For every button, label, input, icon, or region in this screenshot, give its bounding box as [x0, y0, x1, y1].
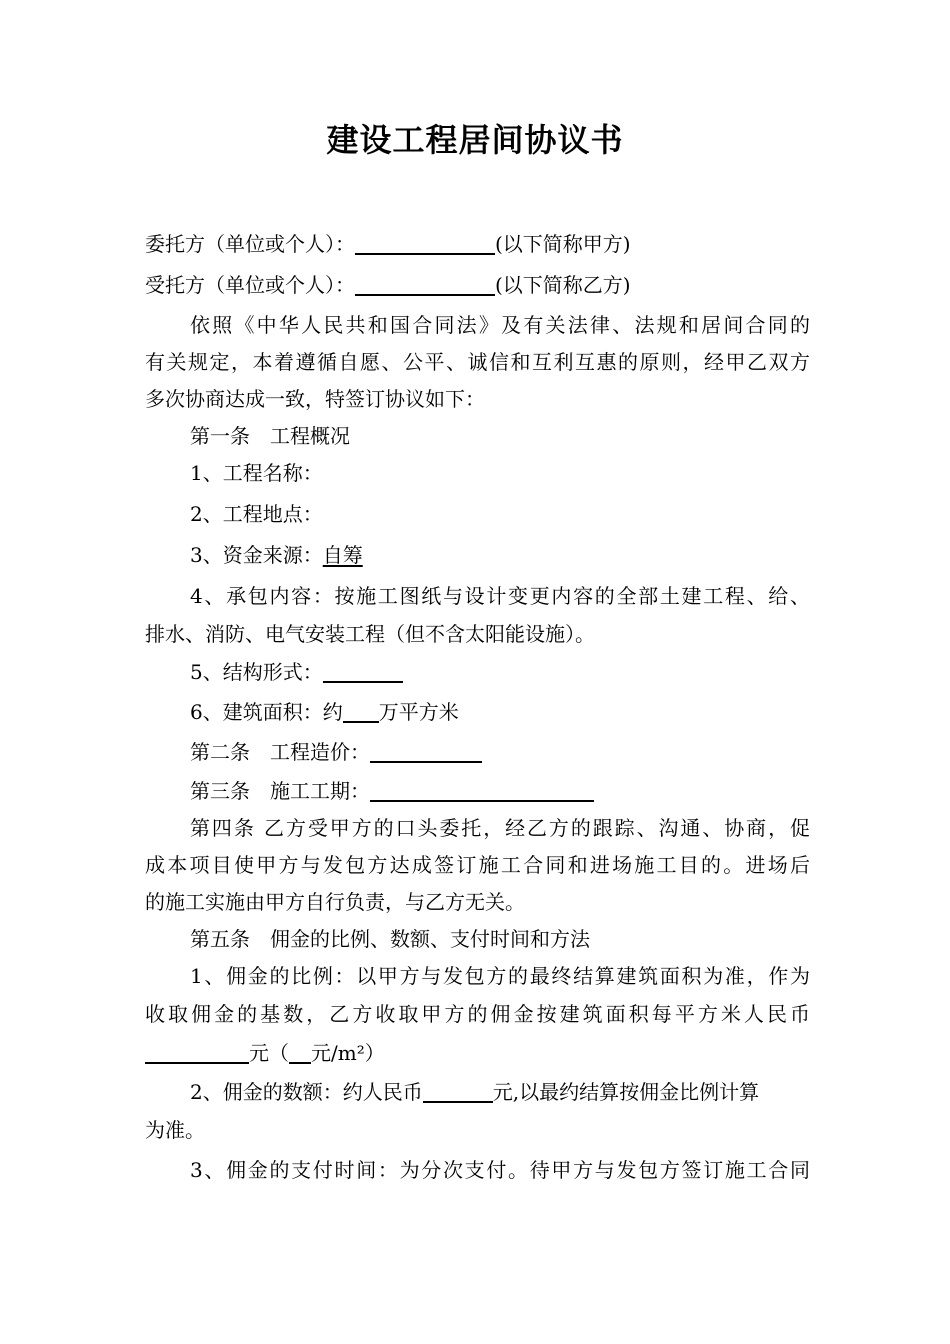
- party-a-label: 委托方（单位或个人）：: [145, 232, 355, 256]
- area-unit: 万平方米: [378, 700, 459, 724]
- article-5-number: 第五条: [190, 927, 250, 951]
- preamble-line-3: 多次协商达成一致，特签订协议如下：: [145, 387, 485, 411]
- article-2-heading: [145, 737, 810, 767]
- document-title: 建设工程居间协议书: [326, 121, 624, 159]
- commission-rate-blank: [145, 1040, 249, 1064]
- article-3-heading: [145, 776, 810, 806]
- article-3-title: 施工工期：: [270, 779, 370, 803]
- article-1-title: 工程概况: [270, 424, 350, 448]
- article-5-item-1-line-3: [145, 1038, 810, 1068]
- commission-rate-unit-a: 元（: [249, 1041, 289, 1065]
- article-5-title: 佣金的比例、数额、支付时间和方法: [270, 927, 590, 951]
- commission-amount-text: 元,以最约结算按佣金比例计算: [492, 1080, 760, 1104]
- article-1-item-6: [145, 697, 810, 727]
- party-a-suffix: (以下简称甲方): [495, 232, 631, 256]
- article-3-number: 第三条: [190, 779, 250, 803]
- article-5-item-1-line-1: 1、佣金的比例：以甲方与发包方的最终结算建筑面积为准，作为: [190, 964, 810, 988]
- article-5-item-2-line-1: [145, 1077, 810, 1107]
- commission-amount-label: 2、佣金的数额：约人民币: [190, 1080, 423, 1104]
- party-a-line: [145, 229, 810, 259]
- article-1-item-1: 1、工程名称：: [190, 461, 323, 485]
- article-4-line-2: 成本项目使甲方与发包方达成签订施工合同和进场施工目的。进场后: [145, 853, 810, 877]
- article-2-title: 工程造价：: [270, 740, 370, 764]
- party-a-blank: [355, 231, 495, 255]
- commission-rate-unit-b: 元/m²）: [311, 1041, 385, 1065]
- article-1-item-3: [145, 540, 810, 570]
- party-b-line: [145, 270, 810, 300]
- commission-amount-blank: [423, 1079, 493, 1103]
- party-b-suffix: (以下简称乙方): [495, 273, 631, 297]
- party-b-label: 受托方（单位或个人）：: [145, 273, 355, 297]
- structure-blank: [323, 659, 403, 683]
- article-5-item-1-line-2: 收取佣金的基数，乙方收取甲方的佣金按建筑面积每平方米人民币: [145, 1002, 810, 1026]
- area-label: 6、建筑面积：约: [190, 700, 343, 724]
- construction-period-blank: [370, 778, 594, 802]
- preamble-line-2: 有关规定，本着遵循自愿、公平、诚信和互利互惠的原则，经甲乙双方: [145, 350, 810, 374]
- article-4-number: 第四条: [190, 816, 256, 840]
- funding-source-value: 自筹: [322, 543, 363, 567]
- preamble-line-1: 依照《中华人民共和国合同法》及有关法律、法规和居间合同的: [190, 313, 810, 337]
- project-cost-blank: [370, 739, 482, 763]
- party-b-blank: [355, 272, 495, 296]
- article-5-heading: [145, 924, 810, 954]
- article-1-item-5: [145, 657, 810, 687]
- commission-rate-small-blank: [289, 1040, 311, 1064]
- article-5-item-2-line-2: 为准。: [145, 1118, 205, 1142]
- article-4-line-1: [145, 813, 810, 843]
- article-5-item-3-line-1: 3、佣金的支付时间：为分次支付。待甲方与发包方签订施工合同: [190, 1158, 810, 1182]
- article-4-text-1: 乙方受甲方的口头委托，经乙方的跟踪、沟通、协商，促: [264, 816, 811, 840]
- article-4-line-3: 的施工实施由甲方自行负责，与乙方无关。: [145, 890, 525, 914]
- article-1-number: 第一条: [190, 424, 250, 448]
- structure-label: 5、结构形式：: [190, 660, 323, 684]
- article-1-heading: [145, 421, 810, 451]
- article-2-number: 第二条: [190, 740, 250, 764]
- funding-source-label: 3、资金来源：: [190, 543, 323, 567]
- article-1-item-4-line-2: 排水、消防、电气安装工程（但不含太阳能设施）。: [145, 622, 595, 646]
- article-1-item-2: 2、工程地点：: [190, 502, 323, 526]
- article-1-item-4-line-1: 4、承包内容：按施工图纸与设计变更内容的全部土建工程、给、: [190, 584, 810, 608]
- area-blank: [343, 699, 379, 723]
